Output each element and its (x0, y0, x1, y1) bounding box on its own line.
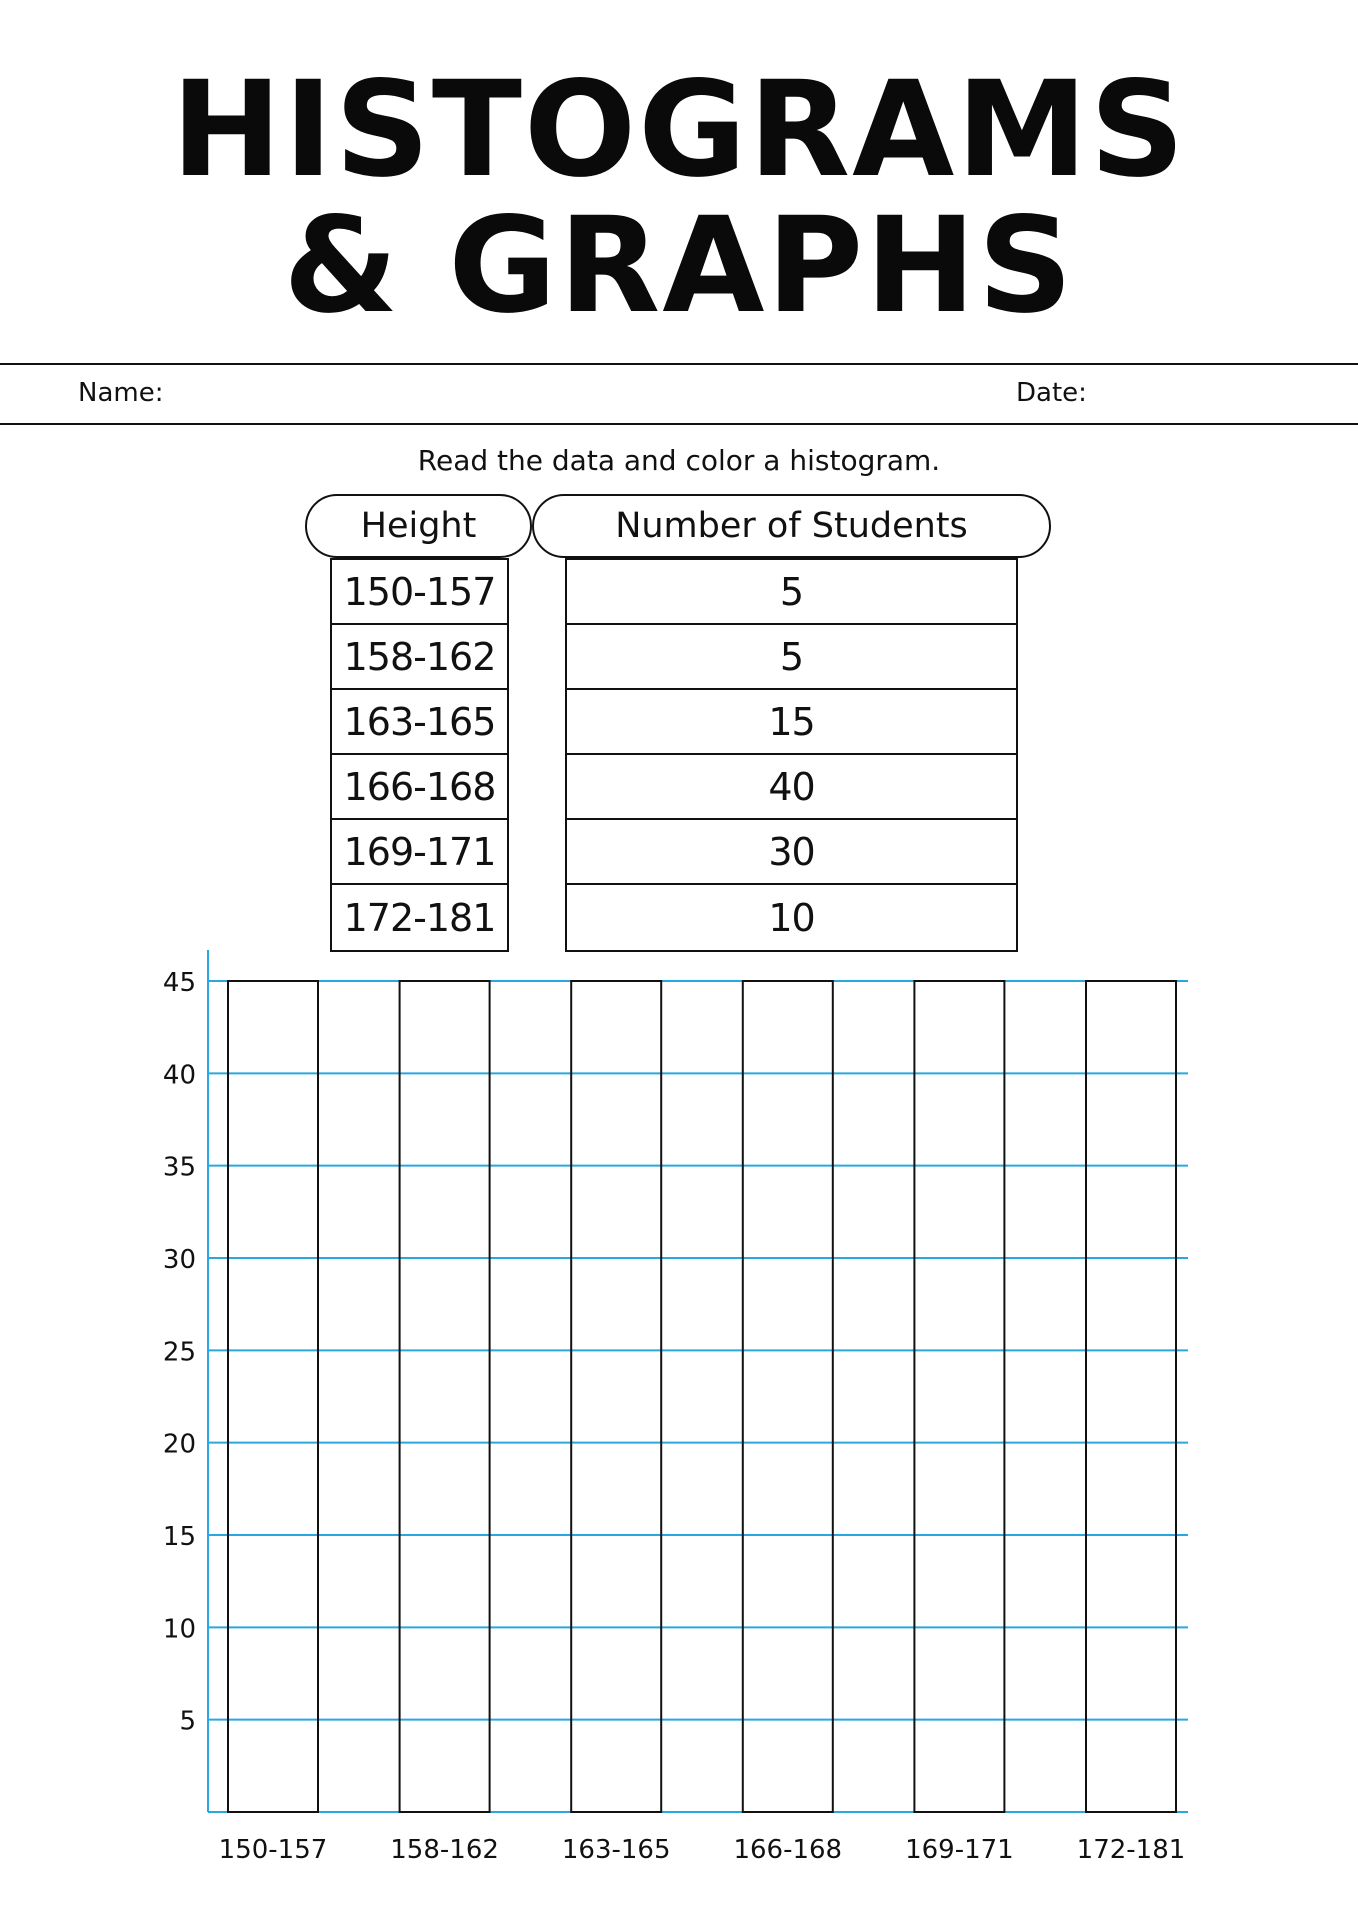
y-tick-label: 5 (179, 1706, 196, 1737)
page-title-line-2: & GRAPHS (283, 189, 1075, 343)
y-tick-label: 30 (162, 1245, 196, 1275)
x-tick-label: 150-157 (218, 1835, 328, 1865)
x-tick-label: 158-162 (390, 1835, 499, 1865)
date-label: Date: (1016, 378, 1087, 408)
y-tick-label: 45 (162, 968, 196, 998)
students-cell: 30 (567, 820, 1016, 885)
height-header: Height (305, 494, 532, 558)
students-cell: 15 (567, 690, 1016, 755)
students-cell: 10 (768, 895, 815, 940)
height-cell: 150-157 (332, 560, 507, 625)
x-tick-label: 169-171 (905, 1835, 1014, 1865)
y-tick-label: 15 (162, 1522, 196, 1552)
x-tick-label: 163-165 (561, 1835, 671, 1865)
x-tick-label: 172-181 (1076, 1835, 1186, 1865)
height-cell: 172-181 (343, 895, 496, 940)
height-cell: 169-171 (332, 820, 507, 885)
histogram-bar (571, 981, 661, 1812)
students-cell: 5 (567, 625, 1016, 690)
y-tick-label: 35 (162, 1152, 196, 1183)
page-title-line-1: HISTOGRAMS (171, 53, 1187, 207)
height-cell: 163-165 (332, 690, 507, 755)
y-tick-label: 10 (162, 1614, 196, 1645)
height-cell: 166-168 (332, 755, 507, 820)
y-tick-label: 20 (162, 1429, 196, 1460)
students-header: Number of Students (532, 494, 1051, 558)
students-cell: 40 (567, 755, 1016, 820)
students-cell: 5 (567, 560, 1016, 625)
histogram-bar (400, 981, 490, 1812)
histogram-bar (1086, 981, 1176, 1812)
height-cell: 158-162 (332, 625, 507, 690)
x-tick-label: 166-168 (733, 1835, 843, 1865)
histogram-bar (228, 981, 318, 1812)
histogram-bar (914, 981, 1004, 1812)
y-tick-label: 25 (162, 1337, 196, 1368)
histogram-bar (743, 981, 833, 1812)
y-tick-label: 40 (162, 1060, 196, 1091)
instructions: Read the data and color a histogram. (417, 444, 941, 477)
name-label: Name: (78, 378, 164, 408)
